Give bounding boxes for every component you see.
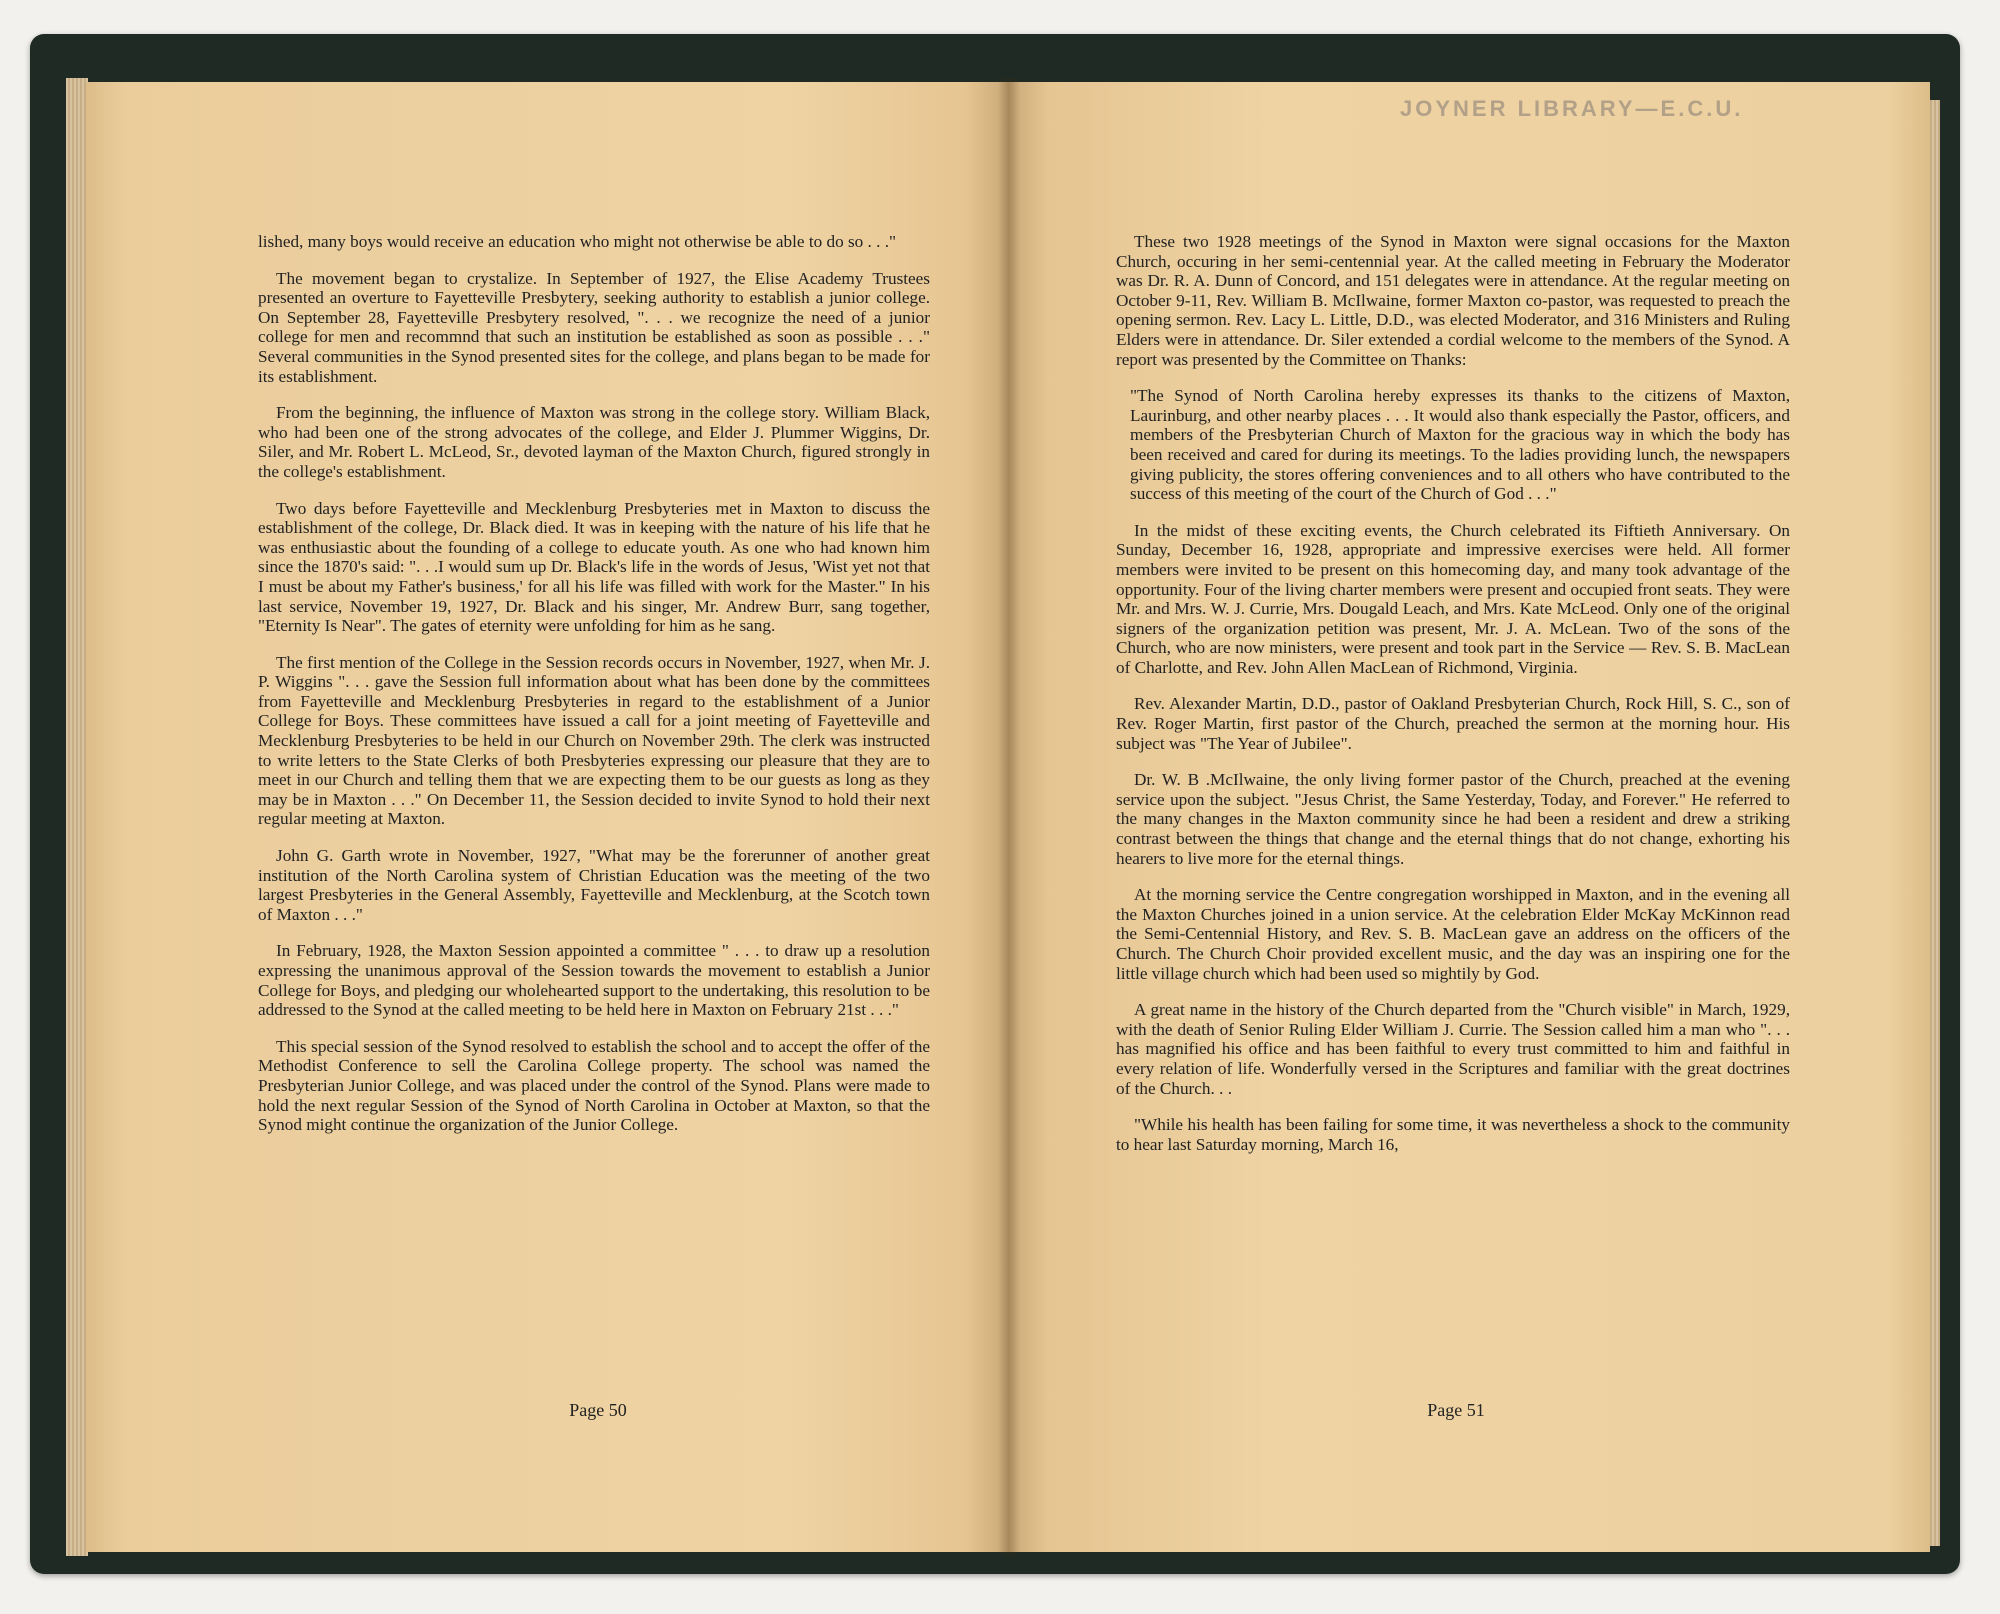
paragraph: This special session of the Synod resolved to establish the school and to accept the offer of the Methodist Conference to sell the Carolina College property. The school was named the Presbyterian Junior College, and was placed under the control of the Synod. Plans were made to hold the next regular Session of the Synod of North Carolina in October at Maxton, so that the Synod might continue the organization of the Junior College. <box>258 1036 930 1135</box>
paragraph: The first mention of the College in the Session records occurs in November, 1927, when Mr. J. P. Wiggins ". . . gave the Session full information about what has been done by the committees from Fayetteville and Mecklenburg Presbyteries in regard to the establishment of a Junior College for Boys. These committees have issued a call for a joint meeting of Fayetteville and Mecklenburg Presbyteries to be held in our Church on November 29th. The clerk was instructed to write letters to the State Clerks of both Presbyteries expressing our pleasure that they are to meet in our Church and telling them that we are expecting them to be our guests as long as they may be in Maxton . . ." On December 11, the Session decided to invite Synod to hold their next regular meeting at Maxton. <box>258 652 930 829</box>
paragraph: lished, many boys would receive an education who might not otherwise be able to do so . . ." <box>258 232 897 251</box>
paragraph: "While his health has been failing for some time, it was nevertheless a shock to the community to hear last Saturday morning, March 16, <box>1116 1115 1790 1154</box>
paragraph: These two 1928 meetings of the Synod in Maxton were signal occasions for the Maxton Church, occuring in her semi-centennial year. At the called meeting in February the Moderator was Dr. R. A. Dunn of Concord, and 151 delegates were in attendance. At the regular meeting on October 9-11, Rev. William B. McIlwaine, former Maxton co-pastor, was requested to preach the opening sermon. Rev. Lacy L. Little, D.D., was elected Moderator, and 316 Ministers and Ruling Elders were in attendance. Dr. Siler extended a cordial welcome to the members of the Synod. A report was presented by the Committee on Thanks: <box>1116 232 1790 369</box>
paragraph: In the midst of these exciting events, the Church celebrated its Fiftieth Anniversary. On Sunday, December 16, 1928, appropriate and impressive exercises were held. All former members were invited to be present on this homecoming day, and many took advantage of the opportunity. Four of the living charter members were present and occupied front seats. They were Mr. and Mrs. W. J. Currie, Mrs. Dougald Leach, and Mrs. Kate McLeod. Only one of the original signers of the organization petition was present, Mr. J. A. McLean. Two of the sons of the Church, who are now ministers, were present and took part in the Service — Rev. S. B. MacLean of Charlotte, and Rev. John Allen MacLean of Richmond, Virginia. <box>1116 520 1790 677</box>
paragraph: Dr. W. B .McIlwaine, the only living former pastor of the Church, preached at the evening service upon the subject. "Jesus Christ, the Same Yesterday, Today, and Forever." He referred to the many changes in the Maxton community since he had been a resident and drew a striking contrast between the things that change and the eternal things that do not change, exhorting his hearers to live more for the eternal things. <box>1116 770 1790 868</box>
right-page <box>1008 82 1930 1552</box>
library-stamp: JOYNER LIBRARY—E.C.U. <box>1400 96 1744 116</box>
right-text-column <box>1116 232 1790 1171</box>
quoted-resolution: "The Synod of North Carolina hereby expresses its thanks to the citizens of Maxton, Laurinburg, and other nearby places . . . It would also thank especially the Pastor, officers, and members of the Presbyterian Church of Maxton for the gracious way in which the body has been received and cared for during its meetings. To the ladies providing lunch, the newspapers giving publicity, the stores offering conveniences and to all others who have contributed to the success of this meeting of the court of the Church of God . . ." <box>1130 386 1790 504</box>
paragraph: The movement began to crystalize. In September of 1927, the Elise Academy Trustees presented an overture to Fayetteville Presbytery, seeking authority to establish a junior college. On September 28, Fayetteville Presbytery resolved, ". . . we recognize the need of a junior college for men and recommnd that such an institution be established as soon as possible . . ." Several communities in the Synod presented sites for the college, and plans began to be made for its establishment. <box>258 268 930 386</box>
paragraph: At the morning service the Centre congregation worshipped in Maxton, and in the evening all the Maxton Churches joined in a union service. At the celebration Elder McKay McKinnon read the Semi-Centennial History, and Rev. S. B. MacLean gave an address on the officers of the Church. The Church Choir provided excellent music, and the day was an inspiring one for the little village church which had been used so mightily by God. <box>1116 885 1790 983</box>
page-number-left: Page 50 <box>569 1400 627 1420</box>
left-text-column <box>258 232 930 1152</box>
paragraph: Two days before Fayetteville and Mecklenburg Presbyteries met in Maxton to discuss the establishment of the college, Dr. Black died. It was in keeping with the nature of his life that he was enthusiastic about the founding of a college to educate youth. As one who had known him since the 1870's said: ". . .I would sum up Dr. Black's life in the words of Jesus, 'Wist yet not that I must be about my Father's business,' for all his life was filled with work for the Master." In his last service, November 19, 1927, Dr. Black and his singer, Mr. Andrew Burr, sang together, "Eternity Is Near". The gates of eternity were unfolding for him as he sang. <box>258 498 930 636</box>
paragraph: In February, 1928, the Maxton Session appointed a committee " . . . to draw up a resolution expressing the unanimous approval of the Session towards the movement to establish a Junior College for Boys, and pledging our wholehearted support to the undertaking, this resolution to be addressed to the Synod at the called meeting to be held here in Maxton on February 21st . . ." <box>258 941 930 1020</box>
book-gutter <box>998 78 1020 1556</box>
left-page <box>86 82 1008 1552</box>
page-number-right: Page 51 <box>1427 1400 1485 1420</box>
page-edges-left <box>66 78 88 1556</box>
paragraph: From the beginning, the influence of Maxton was strong in the college story. William Black, who had been one of the strong advocates of the college, and Elder J. Plummer Wiggins, Dr. Siler, and Mr. Robert L. McLeod, Sr., devoted layman of the Maxton Church, figured strongly in the college's establishment. <box>258 403 930 481</box>
paragraph: A great name in the history of the Church departed from the "Church visible" in March, 1929, with the death of Senior Ruling Elder William J. Currie. The Session called him a man who ". . . has magnified his office and has been faithful to every trust committed to him and faithful in every relation of life. Wonderfully versed in the Scriptures and familiar with the great doctrines of the Church. . . <box>1116 1000 1790 1098</box>
paragraph: John G. Garth wrote in November, 1927, "What may be the forerunner of another great institution of the North Carolina system of Christian Education was the meeting of the two largest Presbyteries in the General Assembly, Fayetteville and Mecklenburg, at the Scotch town of Maxton . . ." <box>258 846 930 924</box>
paragraph: Rev. Alexander Martin, D.D., pastor of Oakland Presbyterian Church, Rock Hill, S. C., son of Rev. Roger Martin, first pastor of the Church, preached the sermon at the morning hour. His subject was "The Year of Jubilee". <box>1116 694 1790 753</box>
